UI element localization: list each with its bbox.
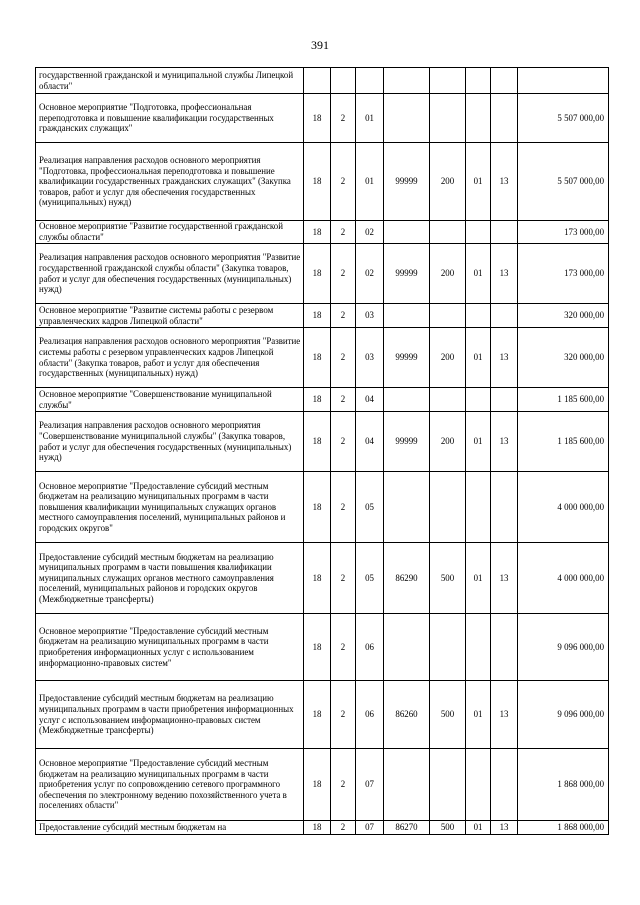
expense-type-cell — [430, 472, 466, 543]
expense-name-cell: Реализация направления расходов основного мероприятия "Развитие системы работы с резервом управленческих кадров Липецкой области" (Закупка товаров, работ и услуг для обеспечения государственных (муниципальных) нужд) — [36, 328, 304, 388]
activity-code-cell: 06 — [356, 614, 384, 681]
amount-cell: 320 000,00 — [518, 328, 609, 388]
section-cell — [466, 388, 491, 412]
subprogram-code-cell: 2 — [331, 94, 356, 143]
gp-code-cell: 18 — [304, 543, 331, 614]
expense-type-cell — [430, 614, 466, 681]
activity-code-cell: 02 — [356, 221, 384, 244]
direction-code-cell: 86260 — [384, 681, 430, 749]
activity-code-cell: 04 — [356, 412, 384, 472]
section-cell — [466, 304, 491, 328]
subprogram-code-cell: 2 — [331, 614, 356, 681]
expense-name-cell: Предоставление субсидий местным бюджетам на реализацию муниципальных программ в части приобретения информационных услуг с использованием информационно-правовых систем (Межбюджетные трансферты) — [36, 681, 304, 749]
section-cell — [466, 221, 491, 244]
expense-name-cell: Основное мероприятие "Развитие государственной гражданской службы области" — [36, 221, 304, 244]
section-cell — [466, 614, 491, 681]
subprogram-code-cell: 2 — [331, 328, 356, 388]
section-cell — [466, 68, 491, 94]
subprogram-code-cell: 2 — [331, 412, 356, 472]
subsection-cell — [491, 749, 518, 821]
gp-code-cell: 18 — [304, 388, 331, 412]
gp-code-cell: 18 — [304, 412, 331, 472]
subsection-cell — [491, 94, 518, 143]
expense-name-cell: Основное мероприятие "Предоставление субсидий местным бюджетам на реализацию муниципальных программ в части повышения квалификации муниципальных служащих органов местного самоуправления поселений, муниципальных районов и городских округов" — [36, 472, 304, 543]
subsection-cell: 13 — [491, 412, 518, 472]
subprogram-code-cell — [331, 68, 356, 94]
expense-type-cell: 500 — [430, 681, 466, 749]
direction-code-cell: 86270 — [384, 821, 430, 835]
expense-name-cell: Реализация направления расходов основного мероприятия "Подготовка, профессиональная переподготовка и повышение квалификации государственных гражданских служащих" (Закупка товаров, работ и услуг для обеспечения государственных (муниципальных) нужд) — [36, 143, 304, 221]
gp-code-cell: 18 — [304, 244, 331, 304]
activity-code-cell: 07 — [356, 749, 384, 821]
direction-code-cell — [384, 68, 430, 94]
gp-code-cell: 18 — [304, 304, 331, 328]
subsection-cell — [491, 68, 518, 94]
expense-type-cell: 200 — [430, 244, 466, 304]
section-cell: 01 — [466, 412, 491, 472]
table-row — [36, 821, 609, 835]
expense-type-cell: 500 — [430, 543, 466, 614]
subsection-cell: 13 — [491, 244, 518, 304]
subprogram-code-cell: 2 — [331, 221, 356, 244]
direction-code-cell — [384, 94, 430, 143]
subprogram-code-cell: 2 — [331, 681, 356, 749]
expense-type-cell: 500 — [430, 821, 466, 835]
direction-code-cell: 86290 — [384, 543, 430, 614]
expense-type-cell — [430, 94, 466, 143]
expense-name-cell: Основное мероприятие "Совершенствование муниципальной службы" — [36, 388, 304, 412]
section-cell: 01 — [466, 681, 491, 749]
table-row — [36, 68, 609, 94]
table-row — [36, 221, 609, 244]
direction-code-cell — [384, 221, 430, 244]
table-row — [36, 472, 609, 543]
table-row — [36, 681, 609, 749]
activity-code-cell: 07 — [356, 821, 384, 835]
activity-code-cell: 03 — [356, 304, 384, 328]
table-row — [36, 328, 609, 388]
activity-code-cell: 02 — [356, 244, 384, 304]
section-cell: 01 — [466, 244, 491, 304]
direction-code-cell — [384, 388, 430, 412]
subsection-cell — [491, 304, 518, 328]
section-cell: 01 — [466, 543, 491, 614]
table-row — [36, 143, 609, 221]
subsection-cell — [491, 221, 518, 244]
gp-code-cell: 18 — [304, 472, 331, 543]
subprogram-code-cell: 2 — [331, 821, 356, 835]
activity-code-cell: 05 — [356, 472, 384, 543]
expense-name-cell: Основное мероприятие "Предоставление субсидий местным бюджетам на реализацию муниципальных программ в части приобретения услуг по сопровождению сетевого программного обеспечения по электронному ведению похозяйственного учета в поселениях области" — [36, 749, 304, 821]
expense-name-cell: Предоставление субсидий местным бюджетам на — [36, 821, 304, 835]
activity-code-cell — [356, 68, 384, 94]
expense-type-cell — [430, 221, 466, 244]
direction-code-cell: 99999 — [384, 412, 430, 472]
subsection-cell — [491, 614, 518, 681]
section-cell — [466, 749, 491, 821]
table-row — [36, 749, 609, 821]
table-row — [36, 412, 609, 472]
gp-code-cell: 18 — [304, 143, 331, 221]
amount-cell: 5 507 000,00 — [518, 94, 609, 143]
expense-name-cell: Реализация направления расходов основного мероприятия "Совершенствование муниципальной службы" (Закупка товаров, работ и услуг для обеспечения государственных (муниципальных) нужд) — [36, 412, 304, 472]
gp-code-cell: 18 — [304, 221, 331, 244]
gp-code-cell: 18 — [304, 328, 331, 388]
table-row — [36, 614, 609, 681]
section-cell — [466, 94, 491, 143]
section-cell — [466, 472, 491, 543]
amount-cell: 1 185 600,00 — [518, 412, 609, 472]
amount-cell: 5 507 000,00 — [518, 143, 609, 221]
subprogram-code-cell: 2 — [331, 472, 356, 543]
amount-cell: 1 868 000,00 — [518, 749, 609, 821]
subprogram-code-cell: 2 — [331, 304, 356, 328]
amount-cell: 173 000,00 — [518, 221, 609, 244]
amount-cell — [518, 68, 609, 94]
subprogram-code-cell: 2 — [331, 388, 356, 412]
direction-code-cell — [384, 749, 430, 821]
direction-code-cell — [384, 614, 430, 681]
expense-type-cell — [430, 388, 466, 412]
direction-code-cell: 99999 — [384, 328, 430, 388]
table-row — [36, 388, 609, 412]
amount-cell: 173 000,00 — [518, 244, 609, 304]
expense-type-cell: 200 — [430, 412, 466, 472]
subprogram-code-cell: 2 — [331, 543, 356, 614]
expense-type-cell — [430, 304, 466, 328]
subprogram-code-cell: 2 — [331, 143, 356, 221]
amount-cell: 320 000,00 — [518, 304, 609, 328]
budget-table — [35, 67, 609, 835]
amount-cell: 1 185 600,00 — [518, 388, 609, 412]
page-number: 391 — [311, 38, 329, 52]
expense-type-cell: 200 — [430, 328, 466, 388]
expense-name-cell: Основное мероприятие "Предоставление субсидий местным бюджетам на реализацию муниципальных программ в части приобретения информационных услуг с использованием информационно-правовых систем" — [36, 614, 304, 681]
direction-code-cell — [384, 304, 430, 328]
amount-cell: 4 000 000,00 — [518, 543, 609, 614]
expense-name-cell: Основное мероприятие "Развитие системы работы с резервом управленческих кадров Липецкой области" — [36, 304, 304, 328]
expense-name-cell: государственной гражданской и муниципальной службы Липецкой области" — [36, 68, 304, 94]
direction-code-cell: 99999 — [384, 244, 430, 304]
gp-code-cell: 18 — [304, 821, 331, 835]
table-row — [36, 543, 609, 614]
activity-code-cell: 06 — [356, 681, 384, 749]
amount-cell: 9 096 000,00 — [518, 614, 609, 681]
gp-code-cell — [304, 68, 331, 94]
subprogram-code-cell: 2 — [331, 244, 356, 304]
expense-type-cell: 200 — [430, 143, 466, 221]
subsection-cell: 13 — [491, 821, 518, 835]
gp-code-cell: 18 — [304, 749, 331, 821]
table-row — [36, 244, 609, 304]
subsection-cell — [491, 472, 518, 543]
subsection-cell — [491, 388, 518, 412]
table-row — [36, 94, 609, 143]
expense-name-cell: Предоставление субсидий местным бюджетам на реализацию муниципальных программ в части повышения квалификации муниципальных служащих органов местного самоуправления поселений, муниципальных районов и городских округов (Межбюджетные трансферты) — [36, 543, 304, 614]
expense-name-cell: Реализация направления расходов основного мероприятия "Развитие государственной гражданской службы области" (Закупка товаров, работ и услуг для обеспечения государственных (муниципальных) нужд) — [36, 244, 304, 304]
direction-code-cell: 99999 — [384, 143, 430, 221]
expense-type-cell — [430, 68, 466, 94]
amount-cell: 4 000 000,00 — [518, 472, 609, 543]
expense-name-cell: Основное мероприятие "Подготовка, профессиональная переподготовка и повышение квалификации государственных гражданских служащих" — [36, 94, 304, 143]
amount-cell: 9 096 000,00 — [518, 681, 609, 749]
section-cell: 01 — [466, 328, 491, 388]
gp-code-cell: 18 — [304, 681, 331, 749]
gp-code-cell: 18 — [304, 614, 331, 681]
table-row — [36, 304, 609, 328]
amount-cell: 1 868 000,00 — [518, 821, 609, 835]
direction-code-cell — [384, 472, 430, 543]
gp-code-cell: 18 — [304, 94, 331, 143]
subsection-cell: 13 — [491, 143, 518, 221]
activity-code-cell: 01 — [356, 143, 384, 221]
expense-type-cell — [430, 749, 466, 821]
activity-code-cell: 05 — [356, 543, 384, 614]
subsection-cell: 13 — [491, 681, 518, 749]
section-cell: 01 — [466, 821, 491, 835]
section-cell: 01 — [466, 143, 491, 221]
subprogram-code-cell: 2 — [331, 749, 356, 821]
activity-code-cell: 01 — [356, 94, 384, 143]
activity-code-cell: 03 — [356, 328, 384, 388]
activity-code-cell: 04 — [356, 388, 384, 412]
budget-table-body — [36, 68, 609, 835]
subsection-cell: 13 — [491, 543, 518, 614]
subsection-cell: 13 — [491, 328, 518, 388]
